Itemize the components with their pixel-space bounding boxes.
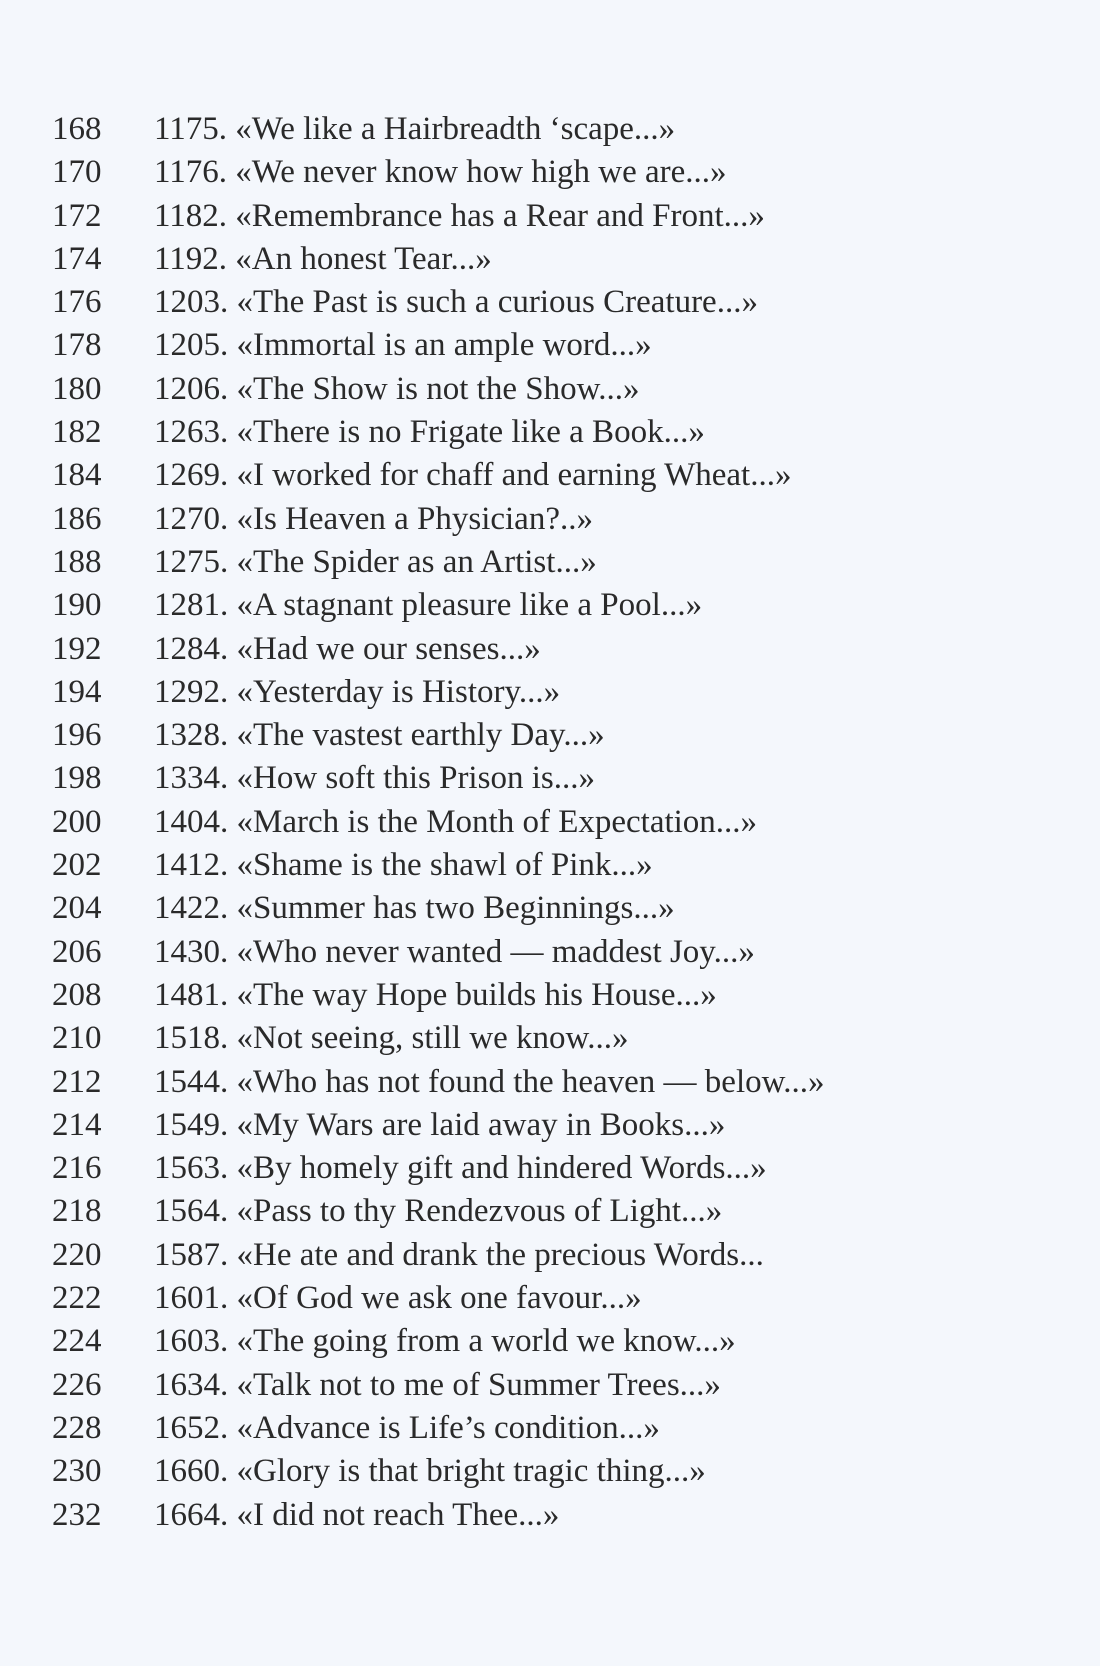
- page-number: 220: [52, 1236, 102, 1273]
- poem-entry: 1269. «I worked for chaff and earning Wheat...»: [154, 457, 792, 494]
- poem-entry: 1603. «The going from a world we know...»: [154, 1323, 736, 1360]
- page-number: 170: [52, 154, 102, 191]
- page-number: 178: [52, 327, 102, 364]
- page-number: 228: [52, 1409, 102, 1446]
- poem-entry: 1412. «Shame is the shawl of Pink...»: [154, 847, 653, 884]
- page-number: 188: [52, 543, 102, 580]
- page-number: 172: [52, 197, 102, 234]
- page-number: 168: [52, 111, 102, 147]
- poem-entry: 1175. «We like a Hairbreadth ‘scape...»: [154, 111, 676, 147]
- poem-entry: 1544. «Who has not found the heaven — below...»: [154, 1063, 825, 1100]
- page-number: 212: [52, 1063, 102, 1100]
- poem-entry: 1328. «The vastest earthly Day...»: [154, 717, 605, 754]
- poem-entry: 1275. «The Spider as an Artist...»: [154, 543, 597, 580]
- page-number: 206: [52, 933, 102, 970]
- poem-entry: 1664. «I did not reach Thee...»: [154, 1496, 560, 1533]
- page-number: 176: [52, 284, 102, 321]
- poem-entry: 1182. «Remembrance has a Rear and Front...»: [154, 197, 765, 234]
- page-number: 186: [52, 500, 102, 537]
- page-number: 192: [52, 630, 102, 667]
- page-number: 210: [52, 1020, 102, 1057]
- poem-entry: 1281. «A stagnant pleasure like a Pool...»: [154, 587, 703, 624]
- poem-entry: 1206. «The Show is not the Show...»: [154, 370, 640, 407]
- poem-entry: 1564. «Pass to thy Rendezvous of Light...»: [154, 1193, 723, 1230]
- page-number: 214: [52, 1106, 102, 1143]
- poem-entry: 1518. «Not seeing, still we know...»: [154, 1020, 629, 1057]
- page-number: 218: [52, 1193, 102, 1230]
- poem-entry: 1563. «By homely gift and hindered Words...»: [154, 1150, 767, 1187]
- poem-entry: 1404. «March is the Month of Expectation...»: [154, 803, 758, 840]
- page-number: 208: [52, 976, 102, 1013]
- page-number: 200: [52, 803, 102, 840]
- page-number: 174: [52, 240, 102, 277]
- poem-entry: 1284. «Had we our senses...»: [154, 630, 541, 667]
- poem-entry: 1430. «Who never wanted — maddest Joy...»: [154, 933, 755, 970]
- poem-entry: 1587. «He ate and drank the precious Words...: [154, 1236, 764, 1273]
- page-number: 182: [52, 414, 102, 451]
- poem-entry: 1205. «Immortal is an ample word...»: [154, 327, 652, 364]
- poem-entry: 1660. «Glory is that bright tragic thing...»: [154, 1453, 706, 1490]
- page-number: 216: [52, 1150, 102, 1187]
- page-number: 202: [52, 847, 102, 884]
- page-number: 180: [52, 370, 102, 407]
- poem-entry: 1634. «Talk not to me of Summer Trees...»: [154, 1366, 721, 1403]
- poem-entry: 1292. «Yesterday is History...»: [154, 673, 561, 710]
- page-number: 222: [52, 1280, 102, 1317]
- page-number: 224: [52, 1323, 102, 1360]
- poem-entry: 1203. «The Past is such a curious Creature...»: [154, 284, 758, 321]
- poem-entry: 1270. «Is Heaven a Physician?..»: [154, 500, 593, 537]
- poem-entry: 1263. «There is no Frigate like a Book...»: [154, 414, 705, 451]
- page-number: 226: [52, 1366, 102, 1403]
- poem-entry: 1176. «We never know how high we are...»: [154, 154, 727, 191]
- page-number: 196: [52, 717, 102, 754]
- poem-entry: 1481. «The way Hope builds his House...»: [154, 976, 717, 1013]
- poem-entry: 1334. «How soft this Prison is...»: [154, 760, 595, 797]
- poem-entry: 1549. «My Wars are laid away in Books...»: [154, 1106, 726, 1143]
- page-number: 184: [52, 457, 102, 494]
- page-number: 198: [52, 760, 102, 797]
- poem-entry: 1601. «Of God we ask one favour...»: [154, 1280, 642, 1317]
- page-number: 204: [52, 890, 102, 927]
- page-number: 232: [52, 1496, 102, 1533]
- page-number: 230: [52, 1453, 102, 1490]
- page-number: 190: [52, 587, 102, 624]
- poem-entry: 1652. «Advance is Life’s condition...»: [154, 1409, 660, 1446]
- poem-entry: 1422. «Summer has two Beginnings...»: [154, 890, 675, 927]
- poem-entry: 1192. «An honest Tear...»: [154, 240, 492, 277]
- page-number: 194: [52, 673, 102, 710]
